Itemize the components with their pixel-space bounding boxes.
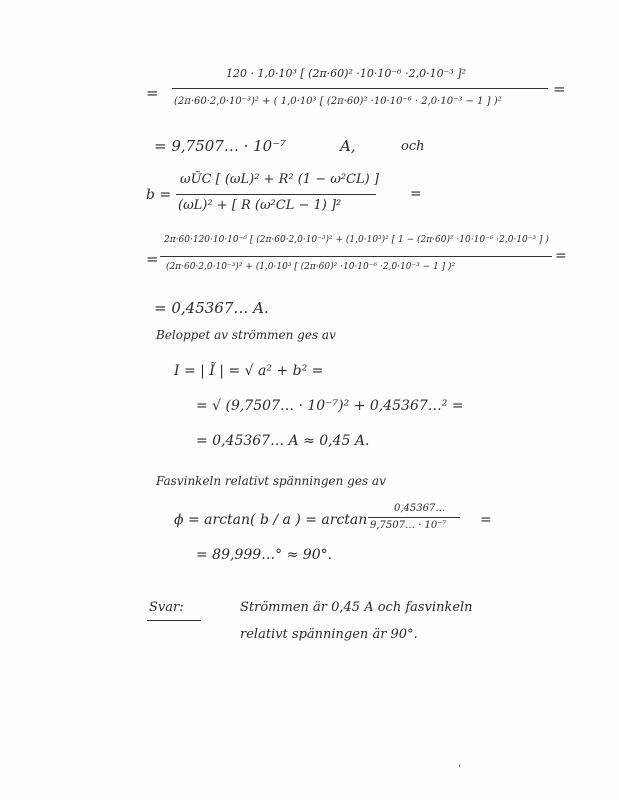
current-magnitude-result: = 0,45367… A ≈ 0,45 A.: [196, 433, 370, 449]
answer-label: Svar:: [149, 600, 184, 615]
b-numeric-numerator: 2π·60·120·10·10⁻⁶ [ (2π·60·2,0·10⁻³)² + (1,0·10³)² [ 1 − (2π·60)² ·10·10⁻⁶ ·2,0·10⁻³ ] ): [164, 235, 549, 245]
fraction-bar: [176, 194, 376, 195]
equals-sign: =: [146, 250, 159, 268]
equals-sign: =: [555, 248, 567, 264]
page-mark: ': [458, 764, 461, 775]
phase-formula: ϕ = arctan( b / a ) = arctan: [174, 512, 368, 528]
b-label: b =: [146, 187, 172, 203]
answer-line-1: Strömmen är 0,45 A och fasvinkeln: [240, 600, 473, 615]
fraction-bar: [160, 256, 552, 257]
fraction-bar: [172, 88, 548, 89]
equals-sign: =: [146, 84, 159, 102]
answer-underline: [147, 620, 201, 621]
equals-sign: =: [553, 80, 566, 98]
b-result: = 0,45367… A.: [154, 299, 269, 317]
equals-sign: =: [410, 186, 422, 202]
current-magnitude-line-2: = √ (9,7507… · 10⁻⁷)² + 0,45367…² =: [196, 398, 464, 414]
a-denominator: (2π·60·2,0·10⁻³)² + ( 1,0·10³ [ (2π·60)² ·10·10⁻⁶ · 2,0·10⁻³ − 1 ] )²: [174, 96, 502, 107]
phase-heading: Fasvinkeln relativt spänningen ges av: [156, 474, 386, 488]
b-numeric-denominator: (2π·60·2,0·10⁻³)² + (1,0·10³ [ (2π·60)² ·10·10⁻⁶ ·2,0·10⁻³ − 1 ] )²: [166, 262, 456, 272]
answer-line-2: relativt spänningen är 90°.: [240, 627, 418, 642]
och-word: och: [401, 139, 425, 154]
fraction-bar: [368, 517, 460, 518]
current-magnitude-line: I = | Ĩ | = √ a² + b² =: [174, 363, 324, 379]
b-numerator: ωŨC [ (ωL)² + R² (1 − ω²CL) ]: [180, 172, 379, 187]
a-numerator: 120 · 1,0·10³ [ (2π·60)² ·10·10⁻⁶ ·2,0·10⁻³ ]²: [226, 67, 466, 80]
equals-sign: =: [480, 512, 492, 528]
phase-denominator: 9,7507… · 10⁻⁷: [370, 520, 447, 531]
phase-numerator: 0,45367…: [394, 503, 446, 514]
b-denominator: (ωL)² + [ R (ω²CL − 1) ]²: [178, 198, 342, 213]
amplitude-heading: Beloppet av strömmen ges av: [156, 328, 336, 342]
a-unit: A,: [340, 137, 356, 155]
a-result: = 9,7507… · 10⁻⁷: [154, 137, 287, 155]
phase-result: = 89,999…° ≈ 90°.: [196, 547, 333, 563]
